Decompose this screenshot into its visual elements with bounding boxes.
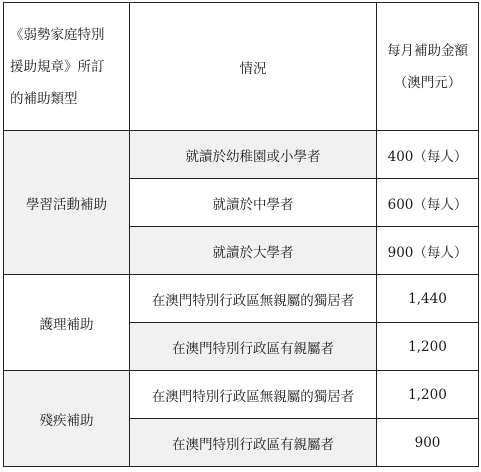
table-row: [4, 371, 479, 419]
amount-cell: 600（每人）: [377, 179, 479, 227]
header-category: [4, 3, 130, 131]
situation-cell: 就讀於中學者: [130, 179, 377, 227]
header-category-line: 《弱勢家庭特別: [10, 26, 105, 43]
situation-cell: 在澳門特別行政區有親屬者: [130, 419, 377, 467]
amount-cell: 400（每人）: [377, 131, 479, 179]
category-cell: 護理補助: [4, 275, 130, 371]
header-category-line: 援助規章》所訂: [10, 58, 105, 75]
situation-cell: 就讀於大學者: [130, 227, 377, 275]
header-situation: 情況: [130, 3, 377, 131]
subsidy-table: [3, 2, 479, 467]
amount-cell: 1,440: [377, 275, 479, 323]
header-amount: [377, 3, 479, 131]
situation-cell: 就讀於幼稚園或小學者: [130, 131, 377, 179]
header-row: [4, 3, 479, 131]
category-cell: 學習活動補助: [4, 131, 130, 275]
table-row: [4, 275, 479, 323]
table-row: [4, 131, 479, 179]
header-category-line: 的補助類型: [10, 90, 78, 107]
amount-cell: 1,200: [377, 371, 479, 419]
situation-cell: 在澳門特別行政區無親屬的獨居者: [130, 371, 377, 419]
header-amount-line: （澳門元）: [393, 74, 462, 91]
category-cell: 殘疾補助: [4, 371, 130, 467]
amount-cell: 900: [377, 419, 479, 467]
amount-cell: 1,200: [377, 323, 479, 371]
situation-cell: 在澳門特別行政區無親屬的獨居者: [130, 275, 377, 323]
situation-cell: 在澳門特別行政區有親屬者: [130, 323, 377, 371]
amount-cell: 900（每人）: [377, 227, 479, 275]
header-amount-line: 每月補助金額: [387, 42, 468, 59]
